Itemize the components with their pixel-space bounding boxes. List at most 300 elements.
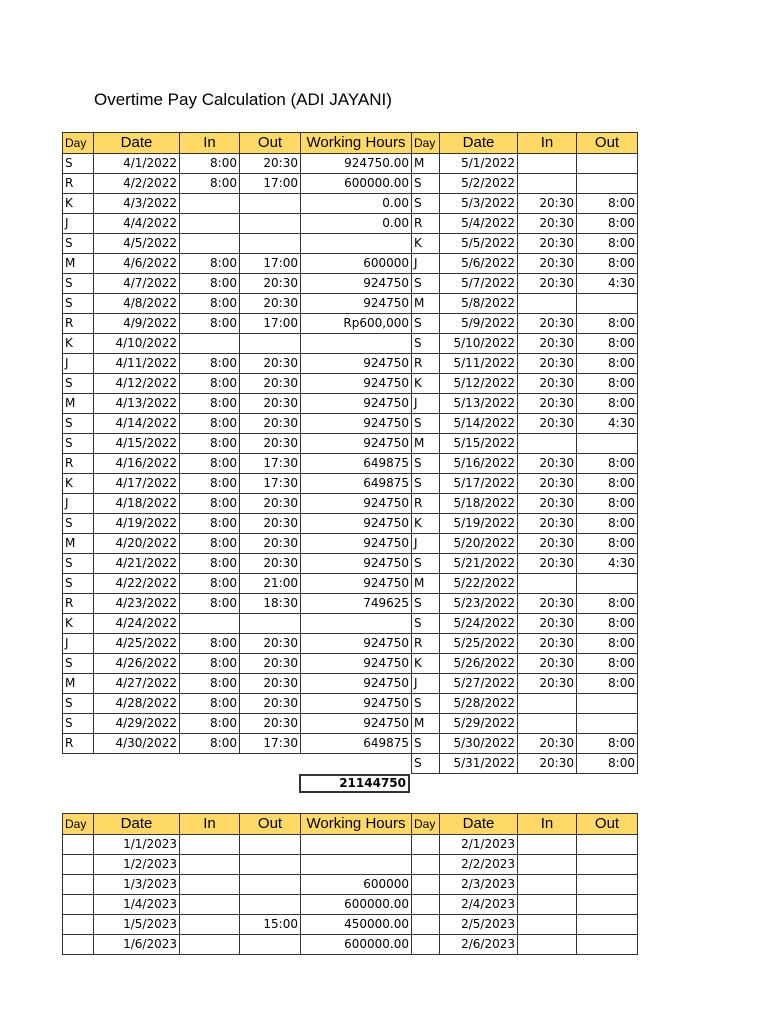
cell-date[interactable]: 2/2/2023 [440,855,518,875]
cell-date[interactable]: 4/5/2022 [94,234,180,254]
cell-out[interactable]: 18:30 [240,594,301,614]
cell-day[interactable]: R [63,174,94,194]
cell-in[interactable]: 20:30 [518,654,577,674]
cell-out[interactable]: 8:00 [577,374,638,394]
cell-day[interactable]: R [63,734,94,754]
cell-out[interactable] [577,895,638,915]
cell-date[interactable]: 5/15/2022 [440,434,518,454]
cell-working-hours[interactable] [301,334,412,354]
cell-in[interactable] [180,214,240,234]
cell-date[interactable]: 4/29/2022 [94,714,180,734]
cell-day[interactable]: S [63,434,94,454]
cell-out[interactable]: 20:30 [240,514,301,534]
cell-out[interactable] [240,614,301,634]
cell-date[interactable]: 4/27/2022 [94,674,180,694]
cell-date[interactable]: 4/30/2022 [94,734,180,754]
cell-date[interactable]: 5/27/2022 [440,674,518,694]
cell-date[interactable]: 5/22/2022 [440,574,518,594]
cell-in[interactable] [180,334,240,354]
cell-day[interactable]: M [63,394,94,414]
cell-day[interactable]: M [412,574,440,594]
cell-working-hours[interactable]: 0.00 [301,194,412,214]
cell-working-hours[interactable]: 924750 [301,494,412,514]
cell-in[interactable]: 8:00 [180,634,240,654]
cell-out[interactable] [240,935,301,955]
cell-date[interactable]: 4/8/2022 [94,294,180,314]
cell-date[interactable]: 4/18/2022 [94,494,180,514]
cell-day[interactable]: K [412,654,440,674]
cell-day[interactable]: M [412,434,440,454]
cell-working-hours[interactable]: 924750 [301,394,412,414]
cell-working-hours[interactable]: 600000 [301,254,412,274]
cell-out[interactable]: 8:00 [577,214,638,234]
cell-day[interactable] [63,895,94,915]
cell-date[interactable]: 4/17/2022 [94,474,180,494]
cell-out[interactable] [240,234,301,254]
cell-working-hours[interactable]: 924750 [301,534,412,554]
cell-day[interactable]: S [412,474,440,494]
cell-in[interactable]: 8:00 [180,354,240,374]
cell-out[interactable] [577,294,638,314]
cell-out[interactable]: 8:00 [577,454,638,474]
cell-in[interactable]: 20:30 [518,374,577,394]
cell-day[interactable]: S [63,554,94,574]
cell-in[interactable] [180,875,240,895]
cell-working-hours[interactable] [301,835,412,855]
cell-date[interactable]: 2/4/2023 [440,895,518,915]
cell-day[interactable]: M [412,294,440,314]
cell-day[interactable]: S [412,754,440,774]
cell-in[interactable] [518,915,577,935]
cell-date[interactable]: 4/10/2022 [94,334,180,354]
cell-out[interactable]: 17:00 [240,254,301,274]
cell-out[interactable]: 20:30 [240,294,301,314]
cell-day[interactable]: J [412,394,440,414]
cell-in[interactable]: 8:00 [180,734,240,754]
cell-day[interactable]: S [412,554,440,574]
cell-day[interactable] [412,835,440,855]
cell-date[interactable]: 1/2/2023 [94,855,180,875]
cell-out[interactable]: 20:30 [240,654,301,674]
cell-in[interactable]: 8:00 [180,174,240,194]
cell-out[interactable] [577,694,638,714]
cell-day[interactable]: M [412,714,440,734]
cell-in[interactable]: 8:00 [180,294,240,314]
cell-date[interactable]: 5/18/2022 [440,494,518,514]
cell-out[interactable] [240,754,301,774]
cell-out[interactable]: 20:30 [240,714,301,734]
cell-day[interactable] [412,915,440,935]
cell-out[interactable] [577,714,638,734]
cell-working-hours[interactable]: 649875 [301,474,412,494]
cell-out[interactable] [240,214,301,234]
cell-working-hours[interactable]: 649875 [301,734,412,754]
cell-out[interactable] [577,935,638,955]
cell-out[interactable] [240,875,301,895]
cell-out[interactable] [577,915,638,935]
cell-day[interactable]: S [63,514,94,534]
cell-day[interactable]: S [63,714,94,734]
cell-out[interactable]: 20:30 [240,434,301,454]
cell-out[interactable] [240,835,301,855]
cell-working-hours[interactable]: 600000.00 [301,174,412,194]
cell-date[interactable]: 4/15/2022 [94,434,180,454]
cell-out[interactable]: 8:00 [577,734,638,754]
cell-working-hours[interactable]: 924750.00 [301,154,412,174]
cell-day[interactable] [63,935,94,955]
cell-out[interactable]: 20:30 [240,374,301,394]
cell-in[interactable] [518,855,577,875]
cell-working-hours[interactable]: 649875 [301,454,412,474]
cell-out[interactable] [577,835,638,855]
cell-out[interactable] [240,855,301,875]
cell-date[interactable]: 4/22/2022 [94,574,180,594]
cell-out[interactable]: 4:30 [577,414,638,434]
cell-in[interactable]: 8:00 [180,594,240,614]
cell-out[interactable]: 15:00 [240,915,301,935]
cell-out[interactable]: 8:00 [577,594,638,614]
cell-day[interactable]: S [412,594,440,614]
cell-day[interactable]: J [63,494,94,514]
cell-working-hours[interactable]: 924750 [301,574,412,594]
cell-in[interactable]: 8:00 [180,414,240,434]
cell-in[interactable]: 8:00 [180,374,240,394]
cell-working-hours[interactable]: 924750 [301,714,412,734]
cell-day[interactable]: S [412,334,440,354]
cell-date[interactable]: 4/26/2022 [94,654,180,674]
cell-date[interactable]: 1/3/2023 [94,875,180,895]
cell-in[interactable] [180,835,240,855]
cell-day[interactable]: K [63,334,94,354]
cell-day[interactable]: K [63,194,94,214]
cell-in[interactable] [180,915,240,935]
cell-date[interactable]: 1/4/2023 [94,895,180,915]
cell-date[interactable]: 1/6/2023 [94,935,180,955]
cell-in[interactable]: 20:30 [518,734,577,754]
cell-out[interactable]: 8:00 [577,394,638,414]
cell-date[interactable]: 5/5/2022 [440,234,518,254]
cell-out[interactable]: 20:30 [240,694,301,714]
cell-working-hours[interactable]: 924750 [301,674,412,694]
cell-date[interactable]: 1/1/2023 [94,835,180,855]
cell-day[interactable]: K [63,614,94,634]
cell-date[interactable]: 5/20/2022 [440,534,518,554]
cell-in[interactable]: 20:30 [518,674,577,694]
cell-in[interactable]: 8:00 [180,474,240,494]
cell-in[interactable]: 8:00 [180,714,240,734]
cell-day[interactable]: M [63,674,94,694]
cell-day[interactable] [412,875,440,895]
cell-date[interactable]: 4/13/2022 [94,394,180,414]
cell-in[interactable]: 20:30 [518,334,577,354]
cell-date[interactable]: 2/6/2023 [440,935,518,955]
cell-date[interactable]: 4/20/2022 [94,534,180,554]
cell-day[interactable]: S [63,414,94,434]
cell-day[interactable]: S [412,174,440,194]
cell-in[interactable]: 8:00 [180,494,240,514]
cell-out[interactable]: 20:30 [240,394,301,414]
cell-day[interactable] [63,855,94,875]
cell-day[interactable]: S [412,734,440,754]
cell-working-hours[interactable]: 924750 [301,694,412,714]
cell-in[interactable]: 20:30 [518,274,577,294]
cell-day[interactable]: S [63,574,94,594]
cell-day[interactable]: S [63,274,94,294]
cell-out[interactable]: 8:00 [577,614,638,634]
cell-date[interactable]: 5/9/2022 [440,314,518,334]
cell-working-hours[interactable] [301,754,412,774]
cell-in[interactable]: 20:30 [518,554,577,574]
cell-day[interactable]: J [63,214,94,234]
cell-date[interactable]: 5/13/2022 [440,394,518,414]
cell-out[interactable]: 17:30 [240,474,301,494]
cell-out[interactable] [240,194,301,214]
cell-date[interactable]: 4/7/2022 [94,274,180,294]
cell-working-hours[interactable]: 600000.00 [301,935,412,955]
cell-in[interactable]: 8:00 [180,534,240,554]
cell-date[interactable]: 5/10/2022 [440,334,518,354]
cell-day[interactable] [412,855,440,875]
cell-in[interactable]: 20:30 [518,414,577,434]
cell-in[interactable]: 20:30 [518,514,577,534]
cell-in[interactable] [518,935,577,955]
cell-date[interactable]: 5/16/2022 [440,454,518,474]
cell-date[interactable]: 4/19/2022 [94,514,180,534]
cell-day[interactable]: S [412,414,440,434]
cell-in[interactable] [518,294,577,314]
cell-in[interactable]: 8:00 [180,454,240,474]
cell-in[interactable]: 20:30 [518,634,577,654]
cell-day[interactable]: K [412,514,440,534]
cell-in[interactable] [518,574,577,594]
cell-day[interactable]: J [412,674,440,694]
cell-date[interactable]: 5/6/2022 [440,254,518,274]
cell-day[interactable] [63,875,94,895]
cell-day[interactable]: S [63,234,94,254]
cell-in[interactable]: 8:00 [180,394,240,414]
cell-date[interactable]: 5/24/2022 [440,614,518,634]
cell-in[interactable]: 20:30 [518,474,577,494]
cell-day[interactable]: K [412,234,440,254]
cell-day[interactable]: M [412,154,440,174]
cell-out[interactable] [240,334,301,354]
total-cell[interactable]: 21144750 [299,774,410,793]
cell-day[interactable]: J [412,534,440,554]
cell-working-hours[interactable]: 924750 [301,654,412,674]
cell-in[interactable]: 20:30 [518,234,577,254]
cell-working-hours[interactable]: 924750 [301,294,412,314]
cell-in[interactable] [180,194,240,214]
cell-date[interactable]: 2/3/2023 [440,875,518,895]
cell-date[interactable]: 5/29/2022 [440,714,518,734]
cell-day[interactable]: J [63,634,94,654]
cell-date[interactable]: 5/25/2022 [440,634,518,654]
cell-out[interactable]: 8:00 [577,534,638,554]
cell-date[interactable]: 4/3/2022 [94,194,180,214]
cell-date[interactable]: 4/21/2022 [94,554,180,574]
cell-date[interactable]: 5/28/2022 [440,694,518,714]
cell-out[interactable]: 20:30 [240,414,301,434]
cell-out[interactable] [577,154,638,174]
cell-day[interactable]: J [412,254,440,274]
cell-out[interactable] [577,434,638,454]
cell-day[interactable]: S [63,154,94,174]
cell-day[interactable]: S [412,614,440,634]
cell-day[interactable]: S [412,274,440,294]
cell-in[interactable] [518,174,577,194]
cell-date[interactable]: 5/3/2022 [440,194,518,214]
cell-in[interactable] [518,154,577,174]
cell-out[interactable]: 20:30 [240,274,301,294]
cell-working-hours[interactable]: 924750 [301,354,412,374]
cell-in[interactable]: 8:00 [180,694,240,714]
cell-day[interactable] [63,835,94,855]
cell-in[interactable] [180,935,240,955]
cell-day[interactable]: R [63,594,94,614]
cell-day[interactable]: R [412,354,440,374]
cell-working-hours[interactable] [301,234,412,254]
cell-out[interactable]: 8:00 [577,754,638,774]
cell-date[interactable] [94,754,180,774]
cell-out[interactable]: 20:30 [240,674,301,694]
cell-day[interactable]: M [63,254,94,274]
cell-in[interactable]: 20:30 [518,354,577,374]
cell-out[interactable]: 8:00 [577,494,638,514]
cell-out[interactable]: 8:00 [577,334,638,354]
cell-in[interactable]: 8:00 [180,574,240,594]
cell-working-hours[interactable]: 924750 [301,414,412,434]
cell-day[interactable]: R [412,634,440,654]
cell-working-hours[interactable]: 450000.00 [301,915,412,935]
cell-working-hours[interactable]: 924750 [301,434,412,454]
cell-in[interactable]: 20:30 [518,594,577,614]
cell-day[interactable]: R [412,494,440,514]
cell-date[interactable]: 4/6/2022 [94,254,180,274]
cell-date[interactable]: 2/5/2023 [440,915,518,935]
cell-date[interactable]: 5/4/2022 [440,214,518,234]
cell-day[interactable]: K [412,374,440,394]
cell-in[interactable]: 20:30 [518,194,577,214]
cell-in[interactable]: 20:30 [518,454,577,474]
cell-date[interactable]: 1/5/2023 [94,915,180,935]
cell-date[interactable]: 4/14/2022 [94,414,180,434]
cell-working-hours[interactable]: 924750 [301,374,412,394]
cell-date[interactable]: 5/2/2022 [440,174,518,194]
cell-out[interactable]: 4:30 [577,554,638,574]
cell-date[interactable]: 5/8/2022 [440,294,518,314]
cell-in[interactable] [180,234,240,254]
cell-in[interactable]: 20:30 [518,614,577,634]
cell-out[interactable]: 20:30 [240,354,301,374]
cell-out[interactable]: 20:30 [240,494,301,514]
cell-day[interactable]: S [63,694,94,714]
cell-date[interactable]: 4/9/2022 [94,314,180,334]
cell-in[interactable]: 8:00 [180,654,240,674]
cell-day[interactable]: S [412,694,440,714]
cell-date[interactable]: 4/24/2022 [94,614,180,634]
cell-in[interactable]: 20:30 [518,314,577,334]
cell-in[interactable]: 20:30 [518,754,577,774]
cell-in[interactable] [180,855,240,875]
cell-out[interactable]: 8:00 [577,314,638,334]
cell-out[interactable]: 8:00 [577,354,638,374]
cell-out[interactable] [577,174,638,194]
cell-out[interactable]: 8:00 [577,514,638,534]
cell-working-hours[interactable]: 600000 [301,875,412,895]
cell-date[interactable]: 4/1/2022 [94,154,180,174]
cell-day[interactable] [412,895,440,915]
cell-date[interactable]: 5/31/2022 [440,754,518,774]
cell-in[interactable] [518,434,577,454]
cell-date[interactable]: 4/25/2022 [94,634,180,654]
cell-in[interactable] [518,875,577,895]
cell-working-hours[interactable]: 924750 [301,514,412,534]
cell-day[interactable]: S [412,314,440,334]
cell-in[interactable] [180,895,240,915]
cell-out[interactable]: 8:00 [577,474,638,494]
cell-date[interactable]: 4/2/2022 [94,174,180,194]
cell-in[interactable]: 8:00 [180,154,240,174]
cell-out[interactable]: 17:30 [240,734,301,754]
cell-working-hours[interactable]: 0.00 [301,214,412,234]
cell-in[interactable] [180,614,240,634]
cell-in[interactable]: 20:30 [518,534,577,554]
cell-day[interactable]: S [412,194,440,214]
cell-day[interactable]: K [63,474,94,494]
cell-out[interactable]: 8:00 [577,234,638,254]
cell-in[interactable] [518,835,577,855]
cell-day[interactable]: S [63,654,94,674]
cell-in[interactable]: 20:30 [518,214,577,234]
cell-date[interactable]: 4/11/2022 [94,354,180,374]
cell-date[interactable]: 5/19/2022 [440,514,518,534]
cell-date[interactable]: 2/1/2023 [440,835,518,855]
cell-in[interactable]: 8:00 [180,554,240,574]
cell-in[interactable]: 8:00 [180,314,240,334]
cell-in[interactable]: 8:00 [180,274,240,294]
cell-date[interactable]: 4/12/2022 [94,374,180,394]
cell-date[interactable]: 5/12/2022 [440,374,518,394]
cell-day[interactable]: R [63,454,94,474]
cell-date[interactable]: 5/11/2022 [440,354,518,374]
cell-day[interactable]: S [63,294,94,314]
cell-date[interactable]: 4/28/2022 [94,694,180,714]
cell-date[interactable]: 5/23/2022 [440,594,518,614]
cell-out[interactable] [577,574,638,594]
cell-in[interactable]: 8:00 [180,434,240,454]
cell-date[interactable]: 5/7/2022 [440,274,518,294]
cell-in[interactable] [180,754,240,774]
cell-date[interactable]: 5/21/2022 [440,554,518,574]
cell-working-hours[interactable] [301,614,412,634]
cell-out[interactable]: 8:00 [577,634,638,654]
cell-working-hours[interactable]: 924750 [301,274,412,294]
cell-out[interactable]: 20:30 [240,534,301,554]
cell-out[interactable]: 17:00 [240,314,301,334]
cell-day[interactable]: S [63,374,94,394]
cell-day[interactable]: S [412,454,440,474]
cell-out[interactable]: 17:00 [240,174,301,194]
cell-working-hours[interactable] [301,855,412,875]
cell-out[interactable]: 8:00 [577,254,638,274]
cell-out[interactable]: 8:00 [577,654,638,674]
cell-in[interactable]: 20:30 [518,394,577,414]
cell-out[interactable]: 20:30 [240,554,301,574]
cell-day[interactable]: M [63,534,94,554]
cell-out[interactable]: 21:00 [240,574,301,594]
cell-out[interactable]: 20:30 [240,154,301,174]
cell-day[interactable]: J [63,354,94,374]
